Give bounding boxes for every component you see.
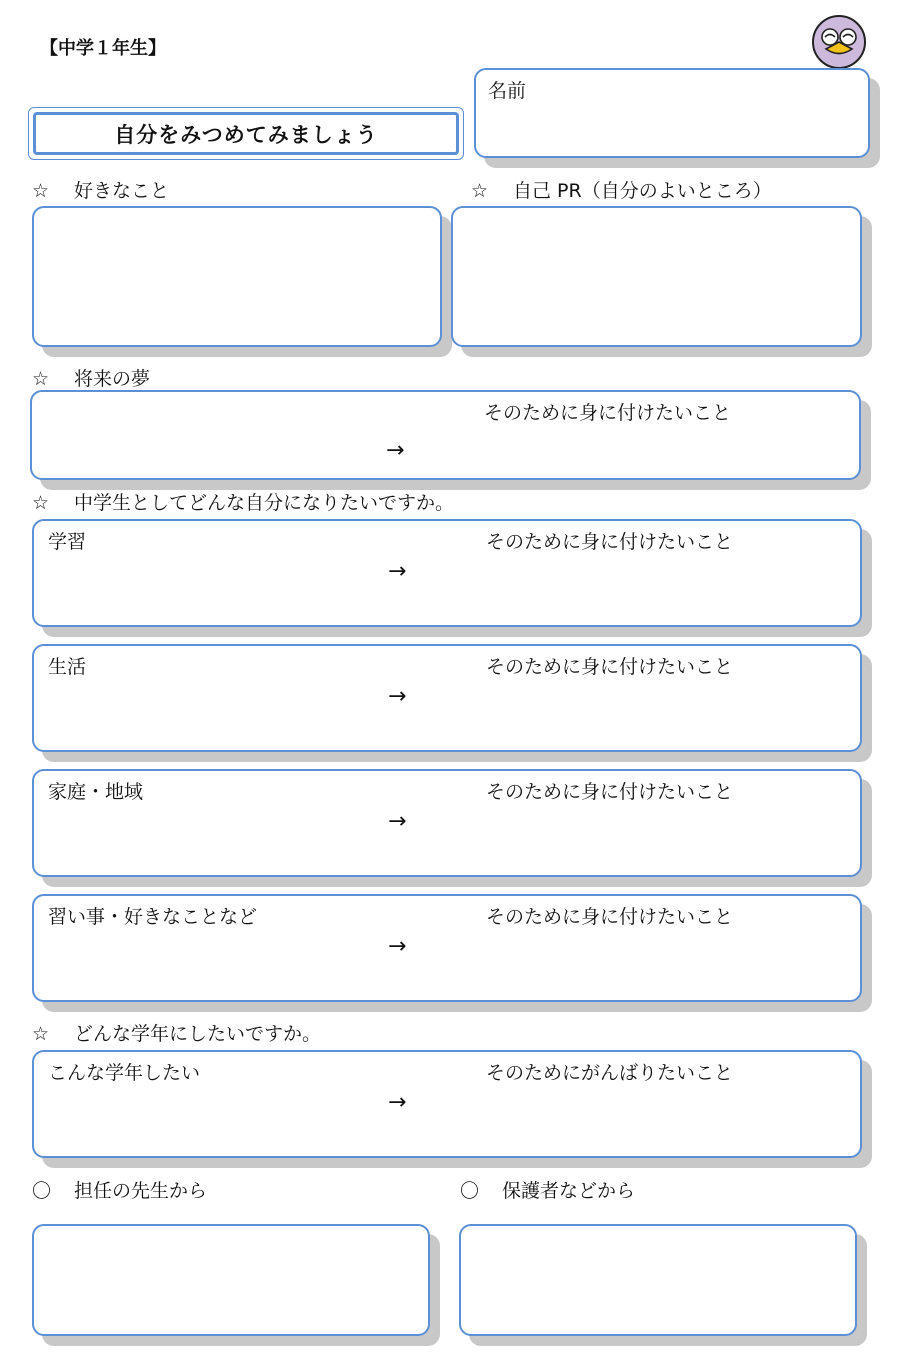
name-field[interactable] — [474, 68, 870, 158]
arrow-icon: → — [388, 934, 407, 959]
arrow-icon: → — [388, 809, 407, 834]
study-field[interactable] — [32, 519, 862, 627]
row-left-label: 学習 — [48, 531, 87, 553]
row-left-label: 習い事・好きなことなど — [48, 906, 258, 928]
self-pr-heading — [471, 176, 772, 203]
arrow-icon: → — [386, 438, 405, 463]
guardian-heading — [460, 1176, 635, 1203]
circle-icon: 〇 — [32, 1180, 52, 1202]
grade-label: 【中学１年生】 — [40, 38, 166, 59]
row-right-label: そのためにがんばりたいこと — [486, 1062, 734, 1084]
self-pr-field[interactable] — [451, 206, 862, 347]
row-right-label: そのために身に付けたいこと — [486, 531, 734, 553]
dream-heading — [32, 364, 150, 391]
teacher-heading-text: 担任の先生から — [74, 1180, 208, 1202]
row-left-label: こんな学年したい — [48, 1062, 201, 1084]
page-title: 自分をみつめてみましょう — [33, 112, 459, 155]
circle-icon: 〇 — [460, 1180, 480, 1202]
likes-heading — [32, 176, 169, 203]
penguin-icon — [811, 14, 867, 70]
row-right-label: そのために身に付けたいこと — [486, 656, 734, 678]
row-left-label: 家庭・地域 — [48, 781, 144, 803]
life-field[interactable] — [32, 644, 862, 752]
teacher-comment-field[interactable] — [32, 1224, 430, 1336]
name-label: 名前 — [488, 80, 527, 102]
arrow-icon: → — [388, 559, 407, 584]
ideal-self-heading-text: 中学生としてどんな自分になりたいですか。 — [74, 492, 455, 514]
likes-heading-text: 好きなこと — [74, 180, 170, 202]
star-icon: ☆ — [32, 368, 50, 390]
arrow-icon: → — [388, 1090, 407, 1115]
grade-goal-heading — [32, 1019, 321, 1046]
teacher-heading — [32, 1176, 207, 1203]
page-title-frame — [28, 107, 464, 160]
row-right-label: そのために身に付けたいこと — [486, 781, 734, 803]
guardian-comment-field[interactable] — [459, 1224, 857, 1336]
ideal-self-heading — [32, 488, 454, 515]
likes-field[interactable] — [32, 206, 442, 347]
grade-goal-field[interactable] — [32, 1050, 862, 1158]
home-community-field[interactable] — [32, 769, 862, 877]
dream-heading-text: 将来の夢 — [74, 368, 151, 390]
dream-right-label: そのために身に付けたいこと — [484, 402, 732, 424]
star-icon: ☆ — [32, 492, 50, 514]
dream-field[interactable] — [30, 390, 861, 480]
lessons-field[interactable] — [32, 894, 862, 1002]
star-icon: ☆ — [32, 1023, 50, 1045]
star-icon: ☆ — [32, 180, 50, 202]
grade-goal-heading-text: どんな学年にしたいですか。 — [74, 1023, 322, 1045]
star-icon: ☆ — [471, 180, 489, 202]
row-left-label: 生活 — [48, 656, 87, 678]
arrow-icon: → — [388, 684, 407, 709]
row-right-label: そのために身に付けたいこと — [486, 906, 734, 928]
self-pr-heading-text: 自己 PR（自分のよいところ） — [513, 180, 772, 202]
guardian-heading-text: 保護者などから — [502, 1180, 636, 1202]
